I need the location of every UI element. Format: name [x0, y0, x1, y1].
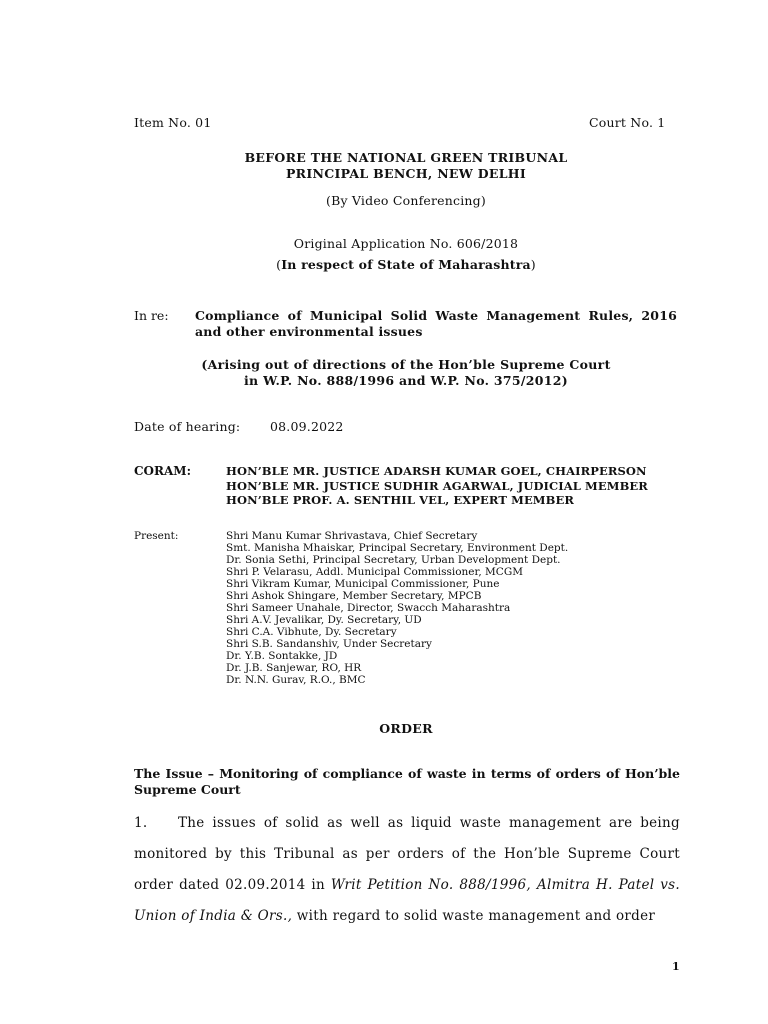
present-list — [226, 530, 568, 686]
court-number: Court No. 1 — [589, 115, 666, 130]
present-person: Shri C.A. Vibhute, Dy. Secretary — [226, 626, 397, 638]
in-re-subject: Compliance of Municipal Solid Waste Management Rules, 2016 and other environmental issues — [195, 308, 677, 339]
present-person: Shri Ashok Shingare, Member Secretary, MPCB — [226, 590, 482, 602]
present-person: Shri P. Velarasu, Addl. Municipal Commissioner, MCGM — [226, 566, 523, 578]
paragraph-text-start: The issues of solid as well as liquid waste management are being monitored by this Tribunal as per orders of the Hon’ble Supreme Court order dated 02.09.2014 in — [134, 815, 680, 893]
coram-label: CORAM: — [134, 464, 191, 478]
respect-state: In respect of State of Maharashtra — [281, 257, 531, 272]
application-number: Original Application No. 606/2018 — [293, 236, 519, 251]
order-paragraph-1 — [134, 808, 680, 932]
tribunal-title-line1: BEFORE THE NATIONAL GREEN TRIBUNAL — [244, 150, 568, 165]
hearing-date: 08.09.2022 — [270, 419, 344, 434]
page-number: 1 — [672, 960, 680, 973]
order-heading: ORDER — [379, 721, 433, 736]
present-person: Shri A.V. Jevalikar, Dy. Secretary, UD — [226, 614, 422, 626]
respect-open-paren: ( — [276, 257, 282, 272]
coram-member: HON’BLE PROF. A. SENTHIL VEL, EXPERT MEMBER — [226, 493, 574, 507]
present-person: Shri Manu Kumar Shrivastava, Chief Secretary — [226, 530, 478, 542]
issue-heading: The Issue – Monitoring of compliance of waste in terms of orders of Hon’ble Supreme Court — [134, 766, 680, 797]
present-person: Smt. Manisha Mhaiskar, Principal Secretary, Environment Dept. — [226, 542, 569, 554]
arising-line1: (Arising out of directions of the Hon’ble Supreme Court — [201, 357, 611, 372]
case-citation: Writ Petition No. 888/1996, Almitra H. Patel vs. Union of India & Ors., — [134, 877, 680, 924]
respect-close-paren: ) — [530, 257, 536, 272]
present-person: Dr. Y.B. Sontakke, JD — [226, 650, 338, 662]
present-person: Dr. J.B. Sanjewar, RO, HR — [226, 662, 362, 674]
present-label: Present: — [134, 530, 179, 542]
present-person: Dr. Sonia Sethi, Principal Secretary, Urban Development Dept. — [226, 554, 561, 566]
hearing-date-label: Date of hearing: — [134, 419, 241, 434]
respect-line — [0, 257, 768, 272]
paragraph-text-end: with regard to solid waste management and order — [292, 908, 656, 924]
arising-note — [0, 357, 768, 389]
paragraph-number: 1. — [134, 815, 148, 831]
hearing-mode: (By Video Conferencing) — [326, 193, 486, 208]
present-person: Shri S.B. Sandanshiv, Under Secretary — [226, 638, 432, 650]
present-person: Dr. N.N. Gurav, R.O., BMC — [226, 674, 366, 686]
present-person: Shri Sameer Unahale, Director, Swacch Maharashtra — [226, 602, 511, 614]
coram-members — [226, 464, 648, 508]
arising-line2: in W.P. No. 888/1996 and W.P. No. 375/2012) — [244, 373, 568, 388]
coram-member: HON’BLE MR. JUSTICE ADARSH KUMAR GOEL, CHAIRPERSON — [226, 464, 647, 478]
coram-member: HON’BLE MR. JUSTICE SUDHIR AGARWAL, JUDICIAL MEMBER — [226, 478, 648, 493]
tribunal-title — [0, 150, 768, 182]
present-person: Shri Vikram Kumar, Municipal Commissioner, Pune — [226, 578, 500, 590]
item-number: Item No. 01 — [134, 115, 212, 130]
tribunal-title-line2: PRINCIPAL BENCH, NEW DELHI — [285, 166, 527, 181]
in-re-label: In re: — [134, 308, 169, 323]
